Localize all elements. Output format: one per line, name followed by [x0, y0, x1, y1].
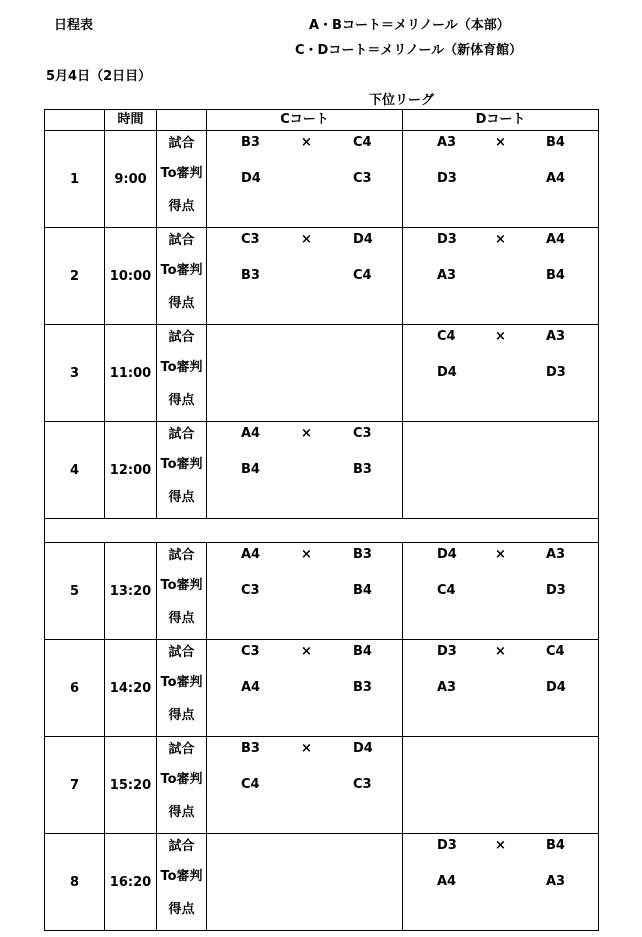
court-c-cell [207, 640, 403, 737]
table-row [45, 543, 599, 640]
team-2: B3 [353, 547, 372, 562]
row-labels [157, 737, 207, 834]
match-number: 3 [45, 325, 105, 422]
table-row [45, 737, 599, 834]
score-team: C4 [353, 268, 372, 283]
label-score: 得点 [168, 708, 195, 723]
match-time: 11:00 [105, 325, 157, 422]
table-row [45, 228, 599, 325]
team-1: C3 [241, 644, 260, 659]
header-court-d: Dコート [403, 110, 599, 131]
court-c-cell [207, 228, 403, 325]
match-time: 13:20 [105, 543, 157, 640]
court-d-cell [403, 228, 599, 325]
label-match: 試合 [168, 548, 195, 563]
row-labels [157, 228, 207, 325]
schedule-date: 5月4日（2日目） [46, 69, 152, 84]
team-1: A4 [241, 547, 261, 562]
match-number: 5 [45, 543, 105, 640]
row-labels [157, 131, 207, 228]
label-referee: To審判 [160, 457, 203, 472]
match-time: 10:00 [105, 228, 157, 325]
label-referee: To審判 [160, 675, 203, 690]
table-row [45, 640, 599, 737]
referee-team: A3 [437, 680, 457, 695]
vs-mark: × [301, 135, 312, 150]
header-court-c: Cコート [207, 110, 403, 131]
vs-mark: × [301, 644, 312, 659]
break-row [45, 519, 599, 543]
court-d-cell [403, 543, 599, 640]
score-team: D3 [546, 365, 566, 380]
court-d-cell [403, 131, 599, 228]
team-1: D4 [437, 547, 457, 562]
team-2: B4 [353, 644, 372, 659]
label-referee: To審判 [160, 869, 203, 884]
header-label [157, 110, 207, 131]
match-time: 9:00 [105, 131, 157, 228]
team-2: C4 [546, 644, 565, 659]
court-d-cell [403, 737, 599, 834]
row-labels [157, 640, 207, 737]
page-title: 日程表 [54, 18, 94, 33]
score-team: C3 [353, 171, 372, 186]
label-match: 試合 [168, 427, 195, 442]
match-number: 2 [45, 228, 105, 325]
team-1: C3 [241, 232, 260, 247]
team-2: A3 [546, 547, 566, 562]
row-labels [157, 422, 207, 519]
team-1: D3 [437, 232, 457, 247]
referee-team: B4 [241, 462, 260, 477]
referee-team: D4 [437, 365, 457, 380]
referee-team: A4 [437, 874, 457, 889]
score-team: B3 [353, 462, 372, 477]
label-match: 試合 [168, 839, 195, 854]
team-1: B3 [241, 741, 260, 756]
referee-team: A4 [241, 680, 261, 695]
vs-mark: × [495, 547, 506, 562]
court-c-cell [207, 543, 403, 640]
team-2: B4 [546, 135, 565, 150]
referee-team: C4 [437, 583, 456, 598]
match-number: 8 [45, 834, 105, 931]
label-match: 試合 [168, 136, 195, 151]
match-number: 1 [45, 131, 105, 228]
vs-mark: × [301, 741, 312, 756]
score-team: D4 [546, 680, 566, 695]
match-number: 4 [45, 422, 105, 519]
team-1: B3 [241, 135, 260, 150]
label-score: 得点 [168, 805, 195, 820]
schedule-table [44, 109, 599, 931]
header-no [45, 110, 105, 131]
team-1: C4 [437, 329, 456, 344]
vs-mark: × [301, 232, 312, 247]
header-time: 時間 [105, 110, 157, 131]
vs-mark: × [495, 838, 506, 853]
label-score: 得点 [168, 902, 195, 917]
label-match: 試合 [168, 645, 195, 660]
court-c-cell [207, 834, 403, 931]
table-row [45, 325, 599, 422]
team-1: D3 [437, 644, 457, 659]
team-2: D4 [353, 741, 373, 756]
vs-mark: × [301, 426, 312, 441]
table-row [45, 422, 599, 519]
match-time: 15:20 [105, 737, 157, 834]
score-team: B4 [546, 268, 565, 283]
league-name: 下位リーグ [369, 93, 435, 108]
court-c-cell [207, 325, 403, 422]
team-2: C3 [353, 426, 372, 441]
team-1: A4 [241, 426, 261, 441]
team-2: A3 [546, 329, 566, 344]
label-match: 試合 [168, 233, 195, 248]
referee-team: D4 [241, 171, 261, 186]
row-labels [157, 834, 207, 931]
label-referee: To審判 [160, 360, 203, 375]
row-labels [157, 325, 207, 422]
score-team: B3 [353, 680, 372, 695]
vs-mark: × [495, 644, 506, 659]
label-match: 試合 [168, 742, 195, 757]
venue-cd: C・Dコート＝メリノール（新体育館） [295, 43, 523, 58]
match-time: 16:20 [105, 834, 157, 931]
court-c-cell [207, 737, 403, 834]
table-row [45, 131, 599, 228]
match-time: 12:00 [105, 422, 157, 519]
label-score: 得点 [168, 490, 195, 505]
table-header-row [45, 110, 599, 131]
court-c-cell [207, 422, 403, 519]
label-referee: To審判 [160, 166, 203, 181]
team-2: C4 [353, 135, 372, 150]
referee-team: B3 [241, 268, 260, 283]
label-match: 試合 [168, 330, 195, 345]
label-score: 得点 [168, 611, 195, 626]
score-team: C3 [353, 777, 372, 792]
match-number: 7 [45, 737, 105, 834]
court-d-cell [403, 325, 599, 422]
score-team: B4 [353, 583, 372, 598]
table-row [45, 834, 599, 931]
score-team: A4 [546, 171, 566, 186]
row-labels [157, 543, 207, 640]
court-d-cell [403, 834, 599, 931]
label-score: 得点 [168, 393, 195, 408]
team-2: B4 [546, 838, 565, 853]
team-2: D4 [353, 232, 373, 247]
label-score: 得点 [168, 199, 195, 214]
label-score: 得点 [168, 296, 195, 311]
venue-ab: A・Bコート＝メリノール（本部） [309, 18, 510, 33]
vs-mark: × [301, 547, 312, 562]
referee-team: A3 [437, 268, 457, 283]
score-team: A3 [546, 874, 566, 889]
vs-mark: × [495, 135, 506, 150]
label-referee: To審判 [160, 578, 203, 593]
team-1: A3 [437, 135, 457, 150]
referee-team: C4 [241, 777, 260, 792]
match-number: 6 [45, 640, 105, 737]
break-cell [45, 519, 599, 543]
referee-team: C3 [241, 583, 260, 598]
team-2: A4 [546, 232, 566, 247]
court-d-cell [403, 422, 599, 519]
referee-team: D3 [437, 171, 457, 186]
vs-mark: × [495, 232, 506, 247]
court-d-cell [403, 640, 599, 737]
score-team: D3 [546, 583, 566, 598]
vs-mark: × [495, 329, 506, 344]
label-referee: To審判 [160, 772, 203, 787]
team-1: D3 [437, 838, 457, 853]
court-c-cell [207, 131, 403, 228]
match-time: 14:20 [105, 640, 157, 737]
label-referee: To審判 [160, 263, 203, 278]
